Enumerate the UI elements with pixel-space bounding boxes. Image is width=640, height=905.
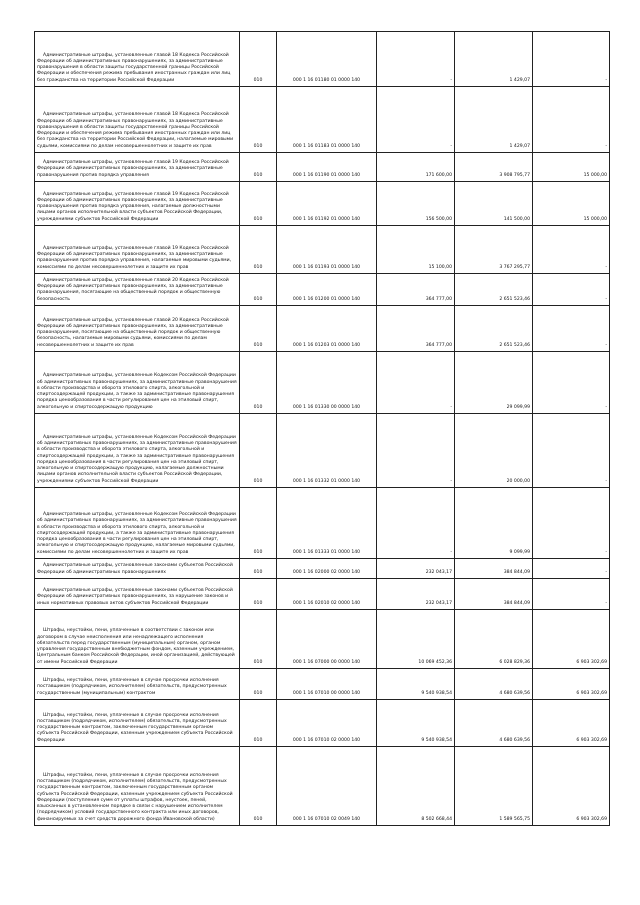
row-unexecuted: - [533,226,610,274]
row-unexecuted: 6 903 302,69 [533,747,610,826]
row-kbk: 000 1 16 01192 01 0000 140 [277,182,377,226]
row-kbk: 000 1 16 07010 02 0000 140 [277,700,377,747]
row-executed: 384 844,09 [455,559,533,579]
row-approved: 15 100,00 [377,226,455,274]
table-row [35,610,610,669]
table-row [35,414,610,488]
row-approved: - [377,32,455,87]
row-name: Административные штрафы, установленные Кодексом Российской Федерации об административных правонарушениях, за административные правонарушения в области производства и оборота этилового спирта, алкогольной и спиртосодержащей продукции, а также за административные правонарушения порядка ценообразования в части регулирования цен на этиловый спирт, алкогольную и спиртосодержащую продукцию, налагаемые мировыми судьями, комиссиями по делам несовершеннолетних и защите их прав [35,488,240,559]
row-unexecuted: - [533,306,610,352]
row-executed: 1 429,07 [455,32,533,87]
row-approved: 232 043,17 [377,579,455,610]
table-row [35,153,610,182]
row-approved: 9 540 938,54 [377,700,455,747]
row-code: 010 [240,32,277,87]
row-executed: 6 028 829,36 [455,610,533,669]
row-code: 010 [240,559,277,579]
row-approved: 232 043,17 [377,559,455,579]
table-row [35,747,610,826]
row-unexecuted: - [533,87,610,153]
table-row [35,700,610,747]
table-row [35,32,610,87]
row-unexecuted: - [533,352,610,414]
table-row [35,274,610,306]
row-code: 010 [240,747,277,826]
row-approved: - [377,488,455,559]
row-name: Административные штрафы, установленные главой 20 Кодекса Российской Федерации об административных правонарушениях, за административные правонарушения, посягающие на общественный порядок и общественную безопасность, налагаемые мировыми судьями, комиссиями по делам несовершеннолетних и защите их прав [35,306,240,352]
report-page [34,31,609,826]
row-executed: 3 908 795,77 [455,153,533,182]
row-approved: 10 069 452,36 [377,610,455,669]
row-unexecuted: - [533,414,610,488]
row-approved: 364 777,00 [377,306,455,352]
row-executed: 2 651 523,46 [455,306,533,352]
row-name: Административные штрафы, установленные Кодексом Российской Федерации об административных правонарушениях, за административные правонарушения в области производства и оборота этилового спирта, алкогольной и спиртосодержащей продукции, а также за административные правонарушения порядка ценообразования в части регулирования цен на этиловый спирт, алкогольную и спиртосодержащую продукцию [35,352,240,414]
row-code: 010 [240,610,277,669]
row-executed: 141 500,00 [455,182,533,226]
row-executed: 9 099,99 [455,488,533,559]
row-code: 010 [240,226,277,274]
table-row [35,579,610,610]
row-unexecuted: - [533,579,610,610]
row-unexecuted: - [533,559,610,579]
table-row [35,306,610,352]
row-kbk: 000 1 16 01183 01 0000 140 [277,87,377,153]
revenue-table [34,31,610,826]
table-row [35,669,610,700]
row-kbk: 000 1 16 01200 01 0000 140 [277,274,377,306]
row-kbk: 000 1 16 07000 00 0000 140 [277,610,377,669]
row-unexecuted: - [533,32,610,87]
row-unexecuted: - [533,274,610,306]
row-kbk: 000 1 16 01180 01 0000 140 [277,32,377,87]
row-code: 010 [240,352,277,414]
row-name: Административные штрафы, установленные главой 18 Кодекса Российской Федерации об административных правонарушениях, за административные правонарушения в области защиты государственной границы Российской Федерации и обеспечения режима пребывания иностранных граждан или лиц без гражданства на территории Российской Федерации, налагаемые мировыми судьями, комиссиями по делам несовершеннолетних и защите их прав [35,87,240,153]
row-name: Административные штрафы, установленные главой 18 Кодекса Российской Федерации об административных правонарушениях, за административные правонарушения в области защиты государственной границы Российской Федерации и обеспечения режима пребывания иностранных граждан или лиц без гражданства на территории Российской Федерации [35,32,240,87]
table-row [35,559,610,579]
row-kbk: 000 1 16 01203 01 0000 140 [277,306,377,352]
row-name: Штрафы, неустойки, пени, уплаченные в случае просрочки исполнения поставщиком (подрядчиком, исполнителем) обязательств, предусмотренных государственным контрактом, заключенным государственным органом субъекта Российской Федерации, казенным учреждением субъекта Российской Федерации [35,700,240,747]
row-executed: 29 099,99 [455,352,533,414]
row-name: Административные штрафы, установленные законами субъектов Российской Федерации об административных правонарушениях, за нарушение законов и иных нормативных правовых актов субъектов Российской Федерации [35,579,240,610]
row-kbk: 000 1 16 01330 00 0000 140 [277,352,377,414]
row-kbk: 000 1 16 02010 02 0000 140 [277,579,377,610]
row-code: 010 [240,153,277,182]
row-unexecuted: 15 000,00 [533,182,610,226]
row-code: 010 [240,488,277,559]
row-code: 010 [240,274,277,306]
row-executed: 1 429,07 [455,87,533,153]
revenue-table-body [35,32,610,826]
row-code: 010 [240,182,277,226]
table-row [35,352,610,414]
row-kbk: 000 1 16 01332 01 0000 140 [277,414,377,488]
row-executed: 4 680 639,56 [455,700,533,747]
row-name: Штрафы, неустойки, пени, уплаченные в случае просрочки исполнения поставщиком (подрядчиком, исполнителем) обязательств, предусмотренных государственным контрактом, заключенным государственным органом субъекта Российской Федерации, казенным учреждением субъекта Российской Федерации (поступления сумм от уплаты штрафов, неустоек, пеней, взысканных в установленном порядке в связи с нарушением исполнителем (подрядчиком) условий государственного контракта или иных договоров, финансируемых за счет средств дорожного фонда Ивановской области) [35,747,240,826]
table-row [35,182,610,226]
row-name: Административные штрафы, установленные главой 19 Кодекса Российской Федерации об административных правонарушениях, за административные правонарушения против порядка управления, налагаемые мировыми судьями, комиссиями по делам несовершеннолетних и защите их прав [35,226,240,274]
row-unexecuted: 6 903 302,69 [533,610,610,669]
row-approved: 8 502 668,44 [377,747,455,826]
row-approved: - [377,414,455,488]
row-approved: 156 500,00 [377,182,455,226]
row-unexecuted: 6 903 302,69 [533,669,610,700]
row-approved: 364 777,00 [377,274,455,306]
row-executed: 1 589 565,75 [455,747,533,826]
row-kbk: 000 1 16 01190 01 0000 140 [277,153,377,182]
row-code: 010 [240,87,277,153]
row-name: Административные штрафы, установленные Кодексом Российской Федерации об административных правонарушениях, за административные правонарушения в области производства и оборота этилового спирта, алкогольной и спиртосодержащей продукции, а также за административные правонарушения порядка ценообразования в части регулирования цен на этиловый спирт, алкогольную и спиртосодержащую продукцию, налагаемые должностными лицами органов исполнительной власти субъектов Российской Федерации, учреждениями субъектов Российской Федерации [35,414,240,488]
row-kbk: 000 1 16 01193 01 0000 140 [277,226,377,274]
table-row [35,226,610,274]
row-kbk: 000 1 16 07010 02 0049 140 [277,747,377,826]
row-kbk: 000 1 16 01333 01 0000 140 [277,488,377,559]
row-executed: 3 767 295,77 [455,226,533,274]
row-unexecuted: 15 000,00 [533,153,610,182]
row-code: 010 [240,579,277,610]
row-approved: - [377,352,455,414]
row-code: 010 [240,700,277,747]
row-kbk: 000 1 16 07010 00 0000 140 [277,669,377,700]
row-name: Административные штрафы, установленные главой 19 Кодекса Российской Федерации об административных правонарушениях, за административные правонарушения против порядка управления, налагаемые должностными лицами органов исполнительной власти субъектов Российской Федерации, учреждениями субъектов Российской Федерации [35,182,240,226]
row-approved: 9 540 938,54 [377,669,455,700]
table-row [35,488,610,559]
row-name: Административные штрафы, установленные главой 20 Кодекса Российской Федерации об административных правонарушениях, за административные правонарушения, посягающие на общественный порядок и общественную безопасность [35,274,240,306]
row-code: 010 [240,669,277,700]
row-code: 010 [240,414,277,488]
table-row [35,87,610,153]
row-executed: 20 000,00 [455,414,533,488]
row-name: Штрафы, неустойки, пени, уплаченные в случае просрочки исполнения поставщиком (подрядчиком, исполнителем) обязательств, предусмотренных государственным (муниципальным) контрактом [35,669,240,700]
row-approved: 171 600,00 [377,153,455,182]
row-executed: 384 844,09 [455,579,533,610]
row-name: Штрафы, неустойки, пени, уплаченные в соответствии с законом или договором в случае неисполнения или ненадлежащего исполнения обязательств перед государственным (муниципальным) органом, органом управления государственным внебюджетным фондом, казенным учреждением, Центральным банком Российской Федерации, иной организацией, действующей от имени Российской Федерации [35,610,240,669]
row-approved: - [377,87,455,153]
row-executed: 4 680 639,56 [455,669,533,700]
row-code: 010 [240,306,277,352]
row-name: Административные штрафы, установленные главой 19 Кодекса Российской Федерации об административных правонарушениях, за административные правонарушения против порядка управления [35,153,240,182]
row-kbk: 000 1 16 02000 02 0000 140 [277,559,377,579]
row-executed: 2 651 523,46 [455,274,533,306]
row-name: Административные штрафы, установленные законами субъектов Российской Федерации об административных правонарушениях [35,559,240,579]
row-unexecuted: 6 903 302,69 [533,700,610,747]
row-unexecuted: - [533,488,610,559]
